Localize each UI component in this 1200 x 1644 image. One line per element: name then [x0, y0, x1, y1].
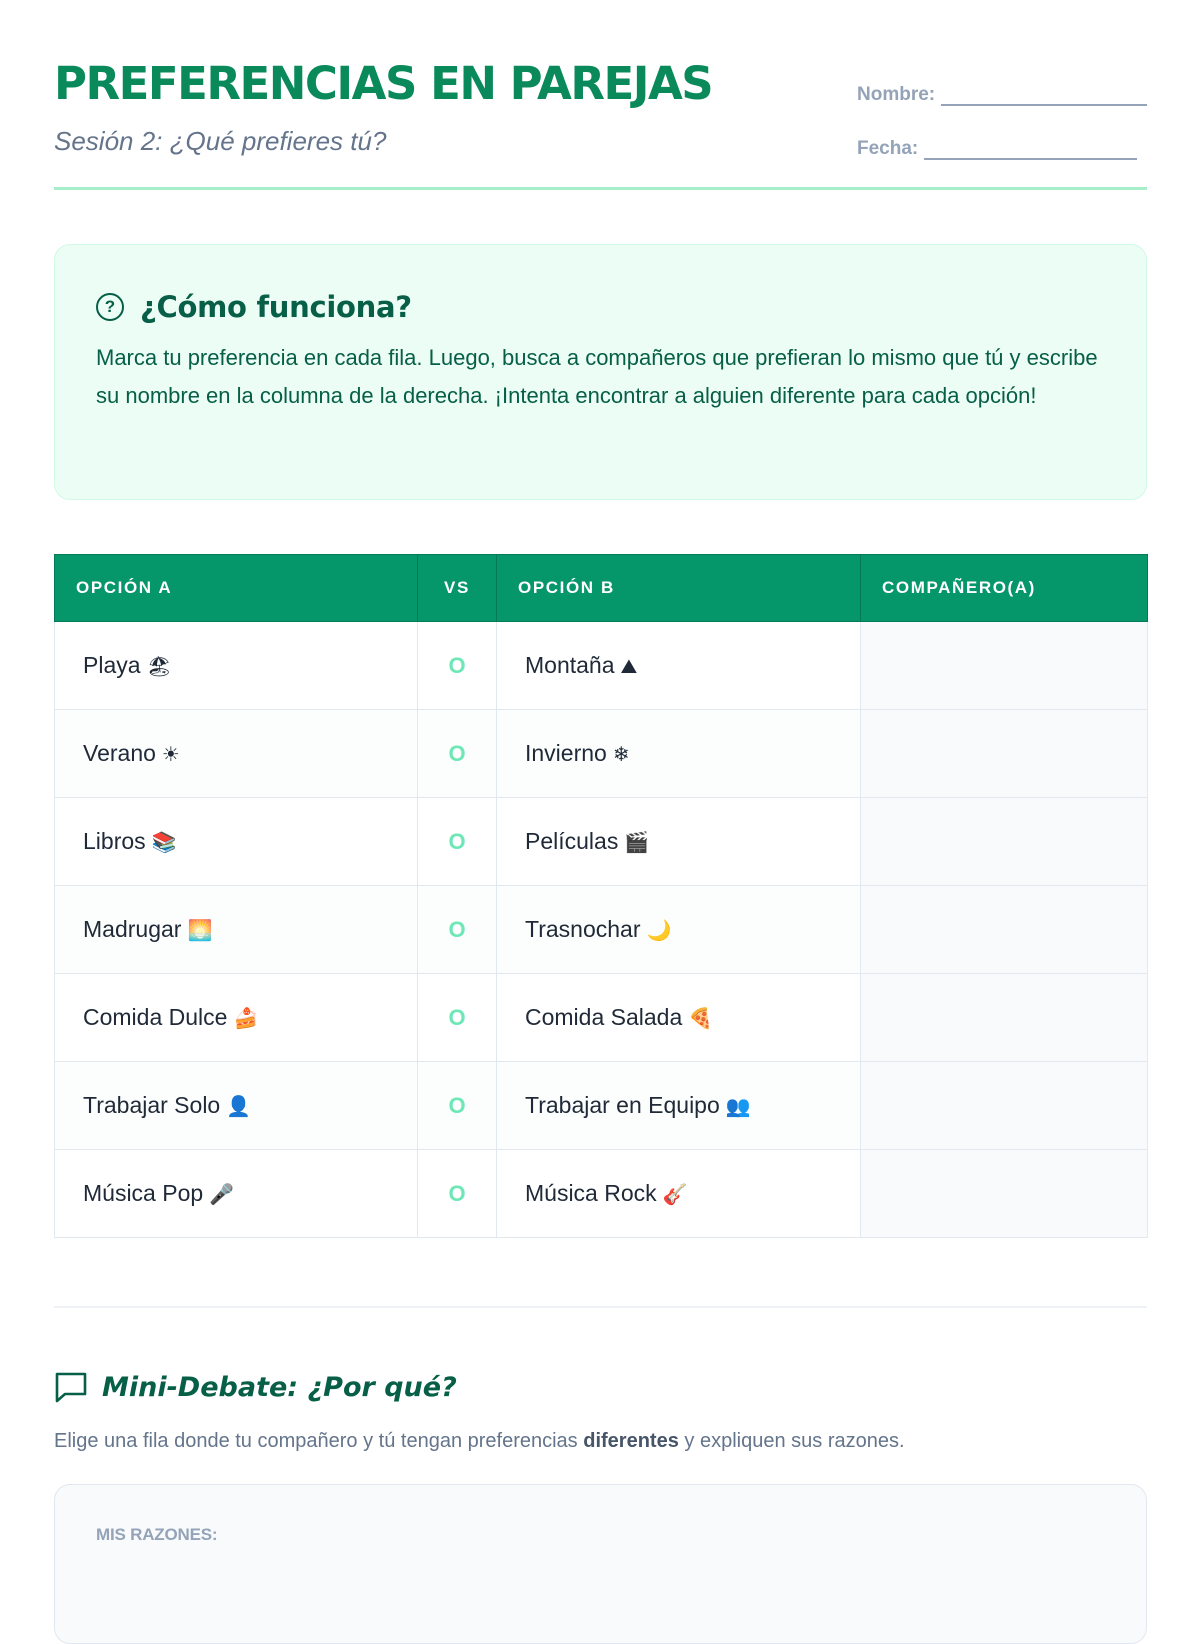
- debate-text-emphasis: diferentes: [583, 1430, 679, 1452]
- vs-marker: O: [418, 622, 497, 710]
- option-a-cell[interactable]: [55, 710, 418, 798]
- option-b-emoji: 🎸: [662, 1182, 688, 1206]
- date-line[interactable]: [924, 140, 1137, 160]
- name-label: Nombre:: [857, 84, 936, 105]
- header-option-b: OPCIÓN B: [497, 555, 861, 622]
- option-b-label: Trabajar en Equipo: [525, 1092, 720, 1118]
- partner-cell[interactable]: [861, 710, 1148, 798]
- partner-cell[interactable]: [861, 622, 1148, 710]
- page-title: PREFERENCIAS EN PAREJAS: [54, 57, 713, 110]
- partner-cell[interactable]: [861, 798, 1148, 886]
- option-a-emoji: 🌅: [187, 918, 213, 942]
- debate-instructions: [54, 1430, 905, 1453]
- option-a-label: Playa: [83, 652, 141, 678]
- debate-text-start: Elige una fila donde tu compañero y tú tengan preferencias: [54, 1430, 584, 1452]
- partner-cell[interactable]: [861, 1062, 1148, 1150]
- option-b-label: Montaña: [525, 652, 615, 678]
- vs-marker: O: [418, 1150, 497, 1238]
- option-a-cell[interactable]: [55, 798, 418, 886]
- vs-marker: O: [418, 974, 497, 1062]
- option-a-label: Libros: [83, 828, 146, 854]
- table-row: [55, 886, 1148, 974]
- header-vs: VS: [418, 555, 497, 622]
- option-b-cell[interactable]: [497, 1150, 861, 1238]
- vs-marker: O: [418, 798, 497, 886]
- option-a-emoji: 📚: [151, 830, 177, 854]
- option-a-cell[interactable]: [55, 1150, 418, 1238]
- debate-heading: [54, 1368, 457, 1406]
- how-text: Marca tu preferencia en cada fila. Luego, busca a compañeros que prefieran lo mismo que tú y escribe su nombre en la columna de la derecha. ¡Intenta encontrar a alguien diferente para cada opción!: [96, 345, 1098, 408]
- option-a-label: Verano: [83, 740, 156, 766]
- vs-marker: O: [418, 886, 497, 974]
- option-a-label: Música Pop: [83, 1180, 204, 1206]
- name-line[interactable]: [941, 86, 1147, 106]
- option-b-label: Invierno: [525, 740, 607, 766]
- option-a-label: Comida Dulce: [83, 1004, 228, 1030]
- partner-cell[interactable]: [861, 1150, 1148, 1238]
- option-a-emoji: 🍰: [233, 1006, 259, 1030]
- option-b-cell[interactable]: [497, 798, 861, 886]
- section-divider: [54, 1306, 1147, 1308]
- option-b-label: Comida Salada: [525, 1004, 683, 1030]
- option-b-label: Películas: [525, 828, 619, 854]
- student-meta: [857, 80, 1147, 160]
- option-b-cell[interactable]: [497, 710, 861, 798]
- partner-cell[interactable]: [861, 886, 1148, 974]
- option-b-label: Música Rock: [525, 1180, 657, 1206]
- partner-cell[interactable]: [861, 974, 1148, 1062]
- header-option-a: OPCIÓN A: [55, 555, 418, 622]
- option-b-emoji: 🌙: [646, 918, 672, 942]
- option-b-emoji: ❄: [612, 742, 630, 766]
- how-heading: [96, 289, 1106, 325]
- page-subtitle: Sesión 2: ¿Qué prefieres tú?: [54, 126, 387, 156]
- how-it-works-box: [54, 244, 1147, 500]
- question-circle-icon: ?: [96, 293, 124, 321]
- option-b-emoji: 🎬: [624, 830, 650, 854]
- preferences-table: [54, 554, 1148, 1238]
- option-a-cell[interactable]: [55, 974, 418, 1062]
- table-row: [55, 798, 1148, 886]
- chat-bubble-icon: [54, 1371, 88, 1403]
- option-a-emoji: ☀: [161, 742, 180, 766]
- date-field[interactable]: [857, 134, 1147, 160]
- table-row: [55, 710, 1148, 798]
- option-b-emoji: 👥: [725, 1094, 751, 1118]
- reasons-box[interactable]: [54, 1484, 1147, 1644]
- option-a-emoji: 👤: [226, 1094, 252, 1118]
- table-row: [55, 1062, 1148, 1150]
- option-a-emoji: 🎤: [209, 1182, 235, 1206]
- name-field[interactable]: [857, 80, 1147, 106]
- option-a-cell[interactable]: [55, 1062, 418, 1150]
- table-row: [55, 974, 1148, 1062]
- option-b-emoji: 🍕: [688, 1006, 714, 1030]
- option-a-emoji: 🏖: [146, 654, 172, 678]
- vs-marker: O: [418, 1062, 497, 1150]
- option-b-cell[interactable]: [497, 1062, 861, 1150]
- how-title: ¿Cómo funciona?: [140, 290, 412, 324]
- option-b-cell[interactable]: [497, 622, 861, 710]
- option-a-cell[interactable]: [55, 886, 418, 974]
- vs-marker: O: [418, 710, 497, 798]
- header-partner: COMPAÑERO(A): [861, 555, 1148, 622]
- header-divider: [54, 187, 1147, 190]
- table-row: [55, 1150, 1148, 1238]
- option-b-emoji: ⛰: [620, 654, 638, 678]
- option-a-label: Madrugar: [83, 916, 182, 942]
- option-b-label: Trasnochar: [525, 916, 641, 942]
- debate-text-end: y expliquen sus razones.: [678, 1430, 905, 1452]
- debate-title: Mini-Debate: ¿Por qué?: [102, 1371, 457, 1403]
- table-header-row: [55, 555, 1148, 622]
- table-row: [55, 622, 1148, 710]
- option-a-label: Trabajar Solo: [83, 1092, 221, 1118]
- option-b-cell[interactable]: [497, 886, 861, 974]
- option-a-cell[interactable]: [55, 622, 418, 710]
- date-label: Fecha:: [857, 138, 919, 159]
- worksheet-page: [54, 0, 1147, 1544]
- option-b-cell[interactable]: [497, 974, 861, 1062]
- header: [54, 0, 1147, 190]
- reasons-label: MIS RAZONES:: [96, 1525, 218, 1544]
